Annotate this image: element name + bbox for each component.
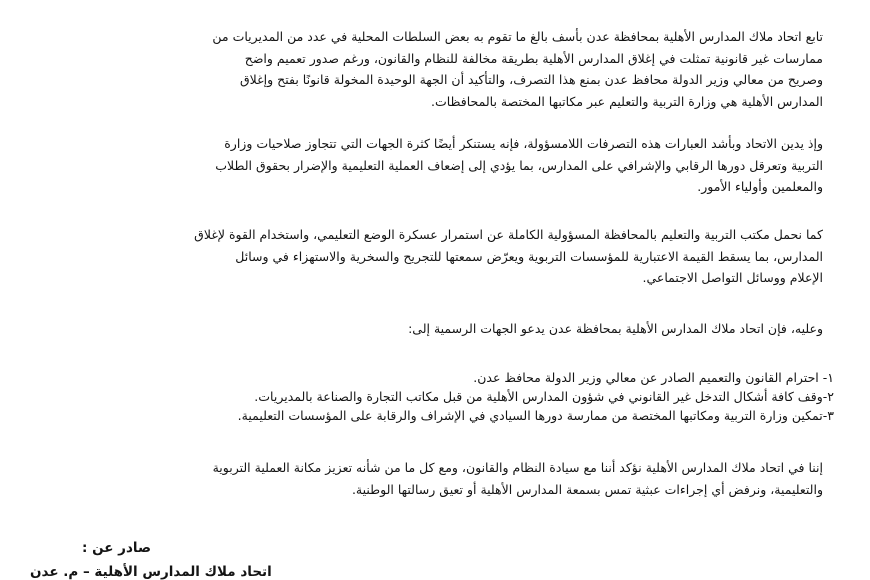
paragraph-closing [60,457,823,500]
text-line: كما نحمل مكتب التربية والتعليم بالمحافظة المسؤولية الكاملة عن استمرار عسكرة الوضع التعليمي، واستخدام القوة لإغلاق [194,227,823,242]
issued-by-label: صادر عن : [82,540,151,556]
text-line: المدارس، بما يسقط القيمة الاعتبارية للمؤسسات التربوية ويعرّض سمعتها للتجريح والسخرية والاستهزاء في وسائل [235,248,823,264]
list-item: ٢-وقف كافة أشكال التدخل غير القانوني في شؤون المدارس الأهلية من قبل مكاتب التجارة والصناعة بالمديريات. [254,389,834,404]
text-line: وإذ يدين الاتحاد وبأشد العبارات هذه التصرفات اللامسؤولة، فإنه يستنكر أيضًا كثرة الجهات التي تتجاوز صلاحيات وزارة [224,136,823,151]
paragraph-intro [60,26,823,112]
text-line: ممارسات غير قانونية تمثلت في إغلاق المدارس الأهلية بطريقة مخالفة للنظام والقانون، ورغم صدور تعميم واضح [244,50,823,66]
text-line: المدارس الأهلية هي وزارة التربية والتعليم عبر مكاتبها المختصة بالمحافظات. [430,93,823,109]
issuer-organization: اتحاد ملاك المدارس الأهلية – م. عدن [30,564,272,580]
paragraph-call [60,318,823,340]
text-line: الإعلام ووسائل التواصل الاجتماعي. [642,270,823,285]
issuer-block [30,536,272,580]
text-line: تابع اتحاد ملاك المدارس الأهلية بمحافظة عدن بأسف بالغ ما تقوم به بعض السلطات المحلية في عدد من المديريات من [212,29,823,44]
paragraph-responsibility [60,224,823,289]
text-line: والمعلمين وأولياء الأمور. [697,179,823,194]
demands-list [60,368,834,425]
text-line: وصريح من معالي وزير الدولة محافظ عدن بمنع هذا التصرف، والتأكيد أن الجهة الوحيدة المخولة قانونًا بفتح وإغلاق [239,72,823,87]
list-item: ١- احترام القانون والتعميم الصادر عن معالي وزير الدولة محافظ عدن. [473,370,834,385]
text-line: والتعليمية، ونرفض أي إجراءات عبثية تمس بسمعة المدارس الأهلية أو تعيق رسالتها الوطنية. [351,481,823,497]
list-item: ٣-تمكين وزارة التربية ومكاتبها المختصة من ممارسة دورها السيادي في الإشراف والرقابة على المؤسسات التعليمية. [237,408,834,423]
text-line: التربية وتعرقل دورها الرقابي والإشرافي على المدارس، بما يؤدي إلى إضعاف العملية التعليمية والإضرار بحقوق الطلاب [215,157,823,173]
text-line: إننا في اتحاد ملاك المدارس الأهلية نؤكد أننا مع سيادة النظام والقانون، ومع كل ما من شأنه تعزيز مكانة العملية التربوية [212,460,823,475]
paragraph-condemnation [60,133,823,198]
text-line: وعليه، فإن اتحاد ملاك المدارس الأهلية بمحافظة عدن يدعو الجهات الرسمية إلى: [408,321,823,336]
